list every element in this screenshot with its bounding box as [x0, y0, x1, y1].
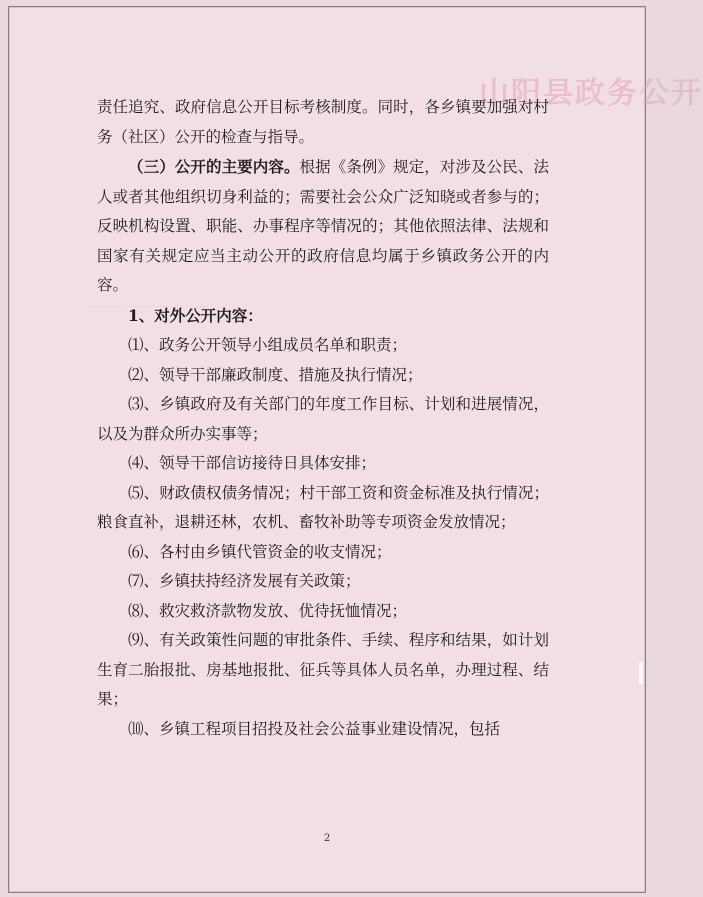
bleed-through-text: ………………………………	[89, 299, 209, 310]
bleed-through-title: 山阳县政务公开	[479, 76, 703, 111]
list-item: ⑷、领导干部信访接待日具体安排；	[128, 454, 377, 472]
list-item: ⑹、各村由乡镇代管资金的收支情况；	[128, 542, 392, 561]
subsection-heading: 1、对外公开内容：	[128, 305, 263, 325]
list-item: ⑶、乡镇政府及有关部门的年度工作目标、计划和进展情况，以及为群众所办实事等；	[97, 395, 549, 443]
list-item: ⑼、有关政策性问题的审批条件、手续、程序和结果，如计划生育二胎报批、房基地报批、征兵等具体人员名单，办理过程、结果；	[97, 631, 549, 708]
document-page	[8, 6, 703, 893]
list-item: ⑴、政务公开领导小组成员名单和职责；	[128, 336, 408, 354]
scan-edge-mark	[639, 662, 643, 684]
paragraph-main-contents: （三）公开的主要内容。根据《条例》规定，对涉及公民、法人或者其他组织切身利益的；需要社会公众广泛知晓或者参与的；反映机构设置、职能、办事程序等情况的；其他依照法律、法规和国家有关规定应当主动公开的政府信息均属于乡镇政务公开的内容。	[97, 157, 549, 294]
list-item: ⑽、乡镇工程项目招投及社会公益事业建设情况，包括	[128, 719, 501, 738]
section-heading: （三）公开的主要内容。	[128, 157, 300, 176]
paragraph-continuation: 责任追究、政府信息公开目标考核制度。同时，各乡镇要加强对村务（社区）公开的检查与指导。	[97, 98, 549, 146]
list-item: ⑺、乡镇扶持经济发展有关政策；	[128, 572, 361, 590]
list-item: ⑵、领导干部廉政制度、措施及执行情况；	[128, 365, 423, 384]
list-item: ⑸、财政债权债务情况；村干部工资和资金标准及执行情况；粮食直补，退耕还林，农机、畜牧补助等专项资金发放情况；	[97, 483, 549, 531]
list-item: ⑻、救灾救济款物发放、优待抚恤情况；	[128, 601, 408, 620]
page-number: 2	[323, 833, 331, 844]
body-text	[97, 93, 549, 744]
